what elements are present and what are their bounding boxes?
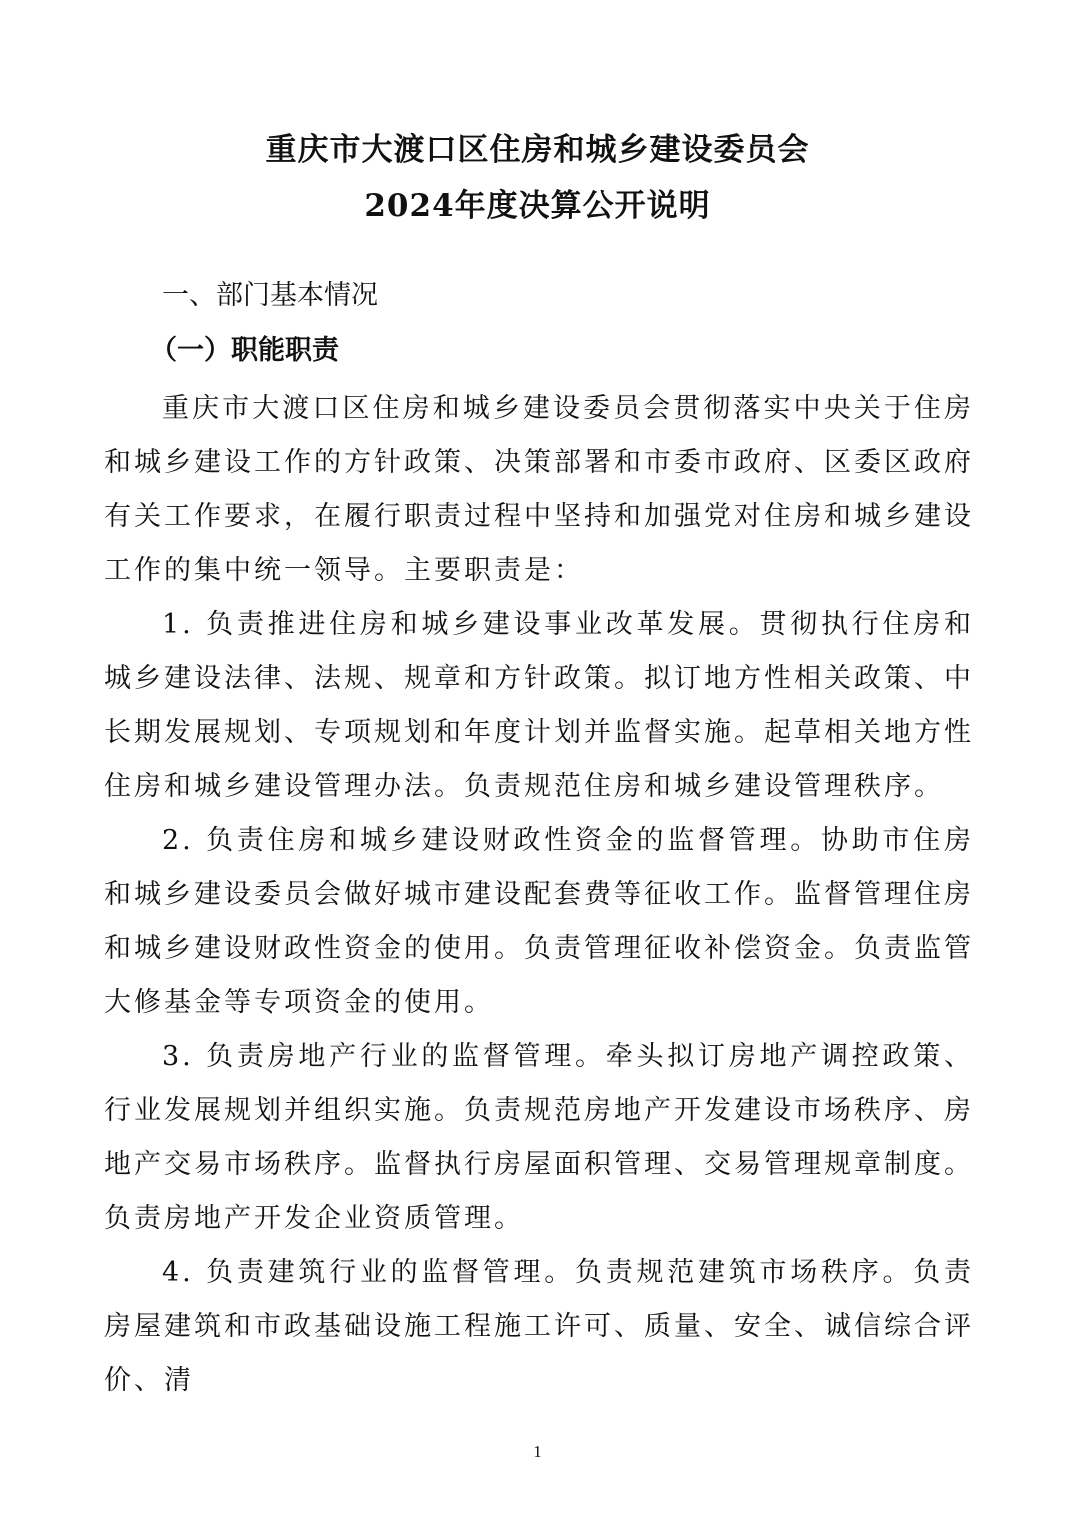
- page-number: 1: [533, 1442, 542, 1461]
- document-title-line2: 2024年度决算公开说明: [364, 188, 711, 224]
- paragraph-intro: 重庆市大渡口区住房和城乡建设委员会贯彻落实中央关于住房和城乡建设工作的方针政策、决策部署和市委市政府、区委区政府有关工作要求，在履行职责过程中坚持和加强党对住房和城乡建设工作的集中统一领导。主要职责是：: [104, 393, 974, 586]
- section-heading: 一、部门基本情况: [162, 280, 378, 311]
- paragraph-duty-2: 2. 负责住房和城乡建设财政性资金的监督管理。协助市住房和城乡建设委员会做好城市建设配套费等征收工作。监督管理住房和城乡建设财政性资金的使用。负责管理征收补偿资金。负责监管大修基金等专项资金的使用。: [104, 825, 974, 1018]
- subsection-heading: （一）职能职责: [150, 335, 339, 366]
- paragraph-duty-4: 4. 负责建筑行业的监督管理。负责规范建筑市场秩序。负责房屋建筑和市政基础设施工程施工许可、质量、安全、诚信综合评价、清: [104, 1257, 974, 1396]
- paragraph-duty-1: 1. 负责推进住房和城乡建设事业改革发展。贯彻执行住房和城乡建设法律、法规、规章和方针政策。拟订地方性相关政策、中长期发展规划、专项规划和年度计划并监督实施。起草相关地方性住房和城乡建设管理办法。负责规范住房和城乡建设管理秩序。: [104, 609, 974, 802]
- document-body: [104, 382, 974, 1408]
- document-title-line1: 重庆市大渡口区住房和城乡建设委员会: [265, 132, 810, 168]
- paragraph-duty-3: 3. 负责房地产行业的监督管理。牵头拟订房地产调控政策、行业发展规划并组织实施。负责规范房地产开发建设市场秩序、房地产交易市场秩序。监督执行房屋面积管理、交易管理规章制度。负责房地产开发企业资质管理。: [104, 1041, 974, 1234]
